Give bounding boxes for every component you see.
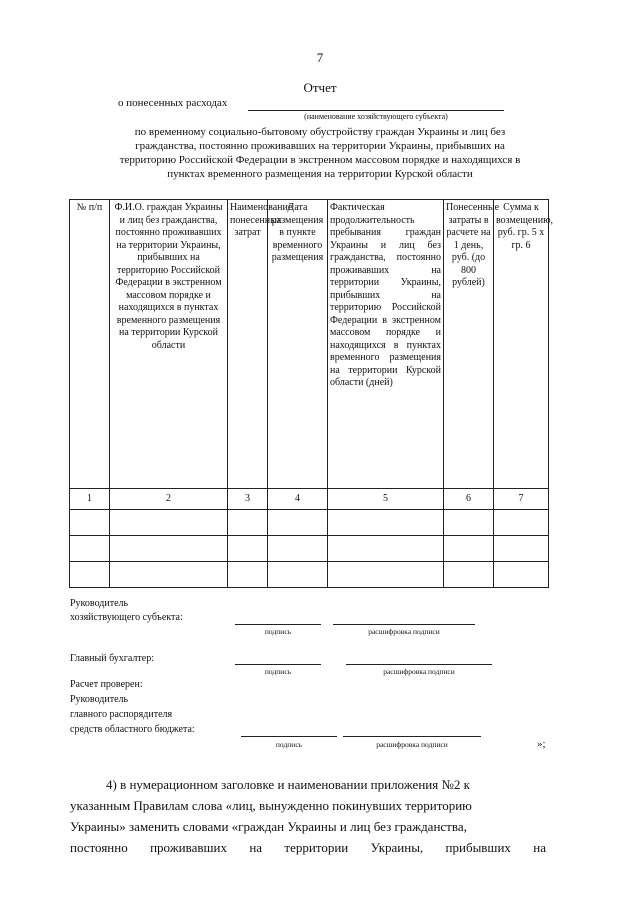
description-line: пунктах временного размещения на территории Курской области — [167, 168, 473, 180]
accountant-signature-line — [235, 664, 321, 665]
manager-label-line3: средств областного бюджета: — [70, 724, 195, 735]
column-number: 6 — [444, 489, 494, 510]
header-number: № п/п — [70, 200, 110, 489]
manager-signature-line — [241, 736, 337, 737]
decoding-caption: расшифровка подписи — [383, 667, 455, 676]
description-line: гражданства, постоянно проживавших на территории Украины, прибывших на — [135, 140, 505, 152]
report-table — [69, 199, 554, 588]
column-number: 1 — [70, 489, 110, 510]
report-description — [60, 125, 580, 181]
paragraph-line: постоянно проживавших на территории Украины, прибывших на — [70, 840, 546, 855]
header-daily-cost: Понесенные затраты в расчете на 1 день, руб. (до 800 рублей) — [444, 200, 494, 489]
column-number: 4 — [268, 489, 328, 510]
column-number-row — [70, 489, 549, 510]
amendment-paragraph — [70, 774, 546, 858]
decoding-caption: расшифровка подписи — [368, 627, 440, 636]
checked-label: Расчет проверен: — [70, 679, 143, 690]
accountant-decoding-line — [346, 664, 492, 665]
head-decoding-line — [333, 624, 475, 625]
accountant-label: Главный бухгалтер: — [70, 653, 155, 664]
table-row — [70, 510, 549, 536]
header-placement-date: Дата размещения в пункте временного размещения — [268, 200, 328, 489]
signature-caption: подпись — [264, 627, 292, 636]
expenses-label: о понесенных расходах — [118, 97, 228, 109]
table-row — [70, 536, 549, 562]
entity-name-line — [248, 110, 504, 111]
page-number: 7 — [316, 50, 324, 65]
signature-caption: подпись — [275, 740, 303, 749]
column-number: 5 — [328, 489, 444, 510]
decoding-caption: расшифровка подписи — [376, 740, 448, 749]
table-row — [70, 562, 549, 588]
column-number: 2 — [110, 489, 228, 510]
description-line: по временному социально-бытовому обустройству граждан Украины и лиц без — [134, 126, 506, 138]
manager-label-line1: Руководитель — [70, 694, 129, 705]
paragraph-line: указанным Правилам слова «лиц, вынужденно покинувших территорию — [70, 798, 472, 813]
description-line: территорию Российской Федерации в экстренном массовом порядке и находящихся в — [119, 154, 521, 166]
closing-quote-mark: »; — [537, 738, 546, 750]
column-number: 3 — [228, 489, 268, 510]
head-label-line2: хозяйствующего субъекта: — [70, 612, 183, 623]
header-stay-duration: Фактическая продолжительность пребывания граждан Украины и лиц без гражданства, постоянно проживавших на территории Украины, прибывших на территорию Российской Федерации в экстренном массовом порядке и находящихся в пунктах временного размещения на территории Курской области (дней) — [328, 200, 444, 489]
header-reimbursement: Сумма к возмещению, руб. гр. 5 х гр. 6 — [494, 200, 549, 489]
header-expense-name: Наименование понесенных затрат — [228, 200, 268, 489]
manager-decoding-line — [343, 736, 481, 737]
entity-caption: (наименование хозяйствующего субъекта) — [304, 112, 448, 121]
report-title: Отчет — [303, 80, 337, 95]
header-full-name: Ф.И.О. граждан Украины и лиц без гражданства, постоянно проживавших на территории Украины, прибывших на территорию Российской Федерации в экстренном массовом порядке и находящихся в пунктах временного размещения на территории Курской области — [110, 200, 228, 489]
column-number: 7 — [494, 489, 549, 510]
paragraph-line: Украины» заменить словами «граждан Украины и лиц без гражданства, — [70, 819, 467, 834]
paragraph-line: 4) в нумерационном заголовке и наименовании приложения №2 к — [106, 777, 470, 792]
head-signature-line — [235, 624, 321, 625]
table-header-row — [70, 200, 549, 489]
manager-label-line2: главного распорядителя — [70, 709, 173, 720]
signature-caption: подпись — [264, 667, 292, 676]
head-label-line1: Руководитель — [70, 598, 129, 609]
